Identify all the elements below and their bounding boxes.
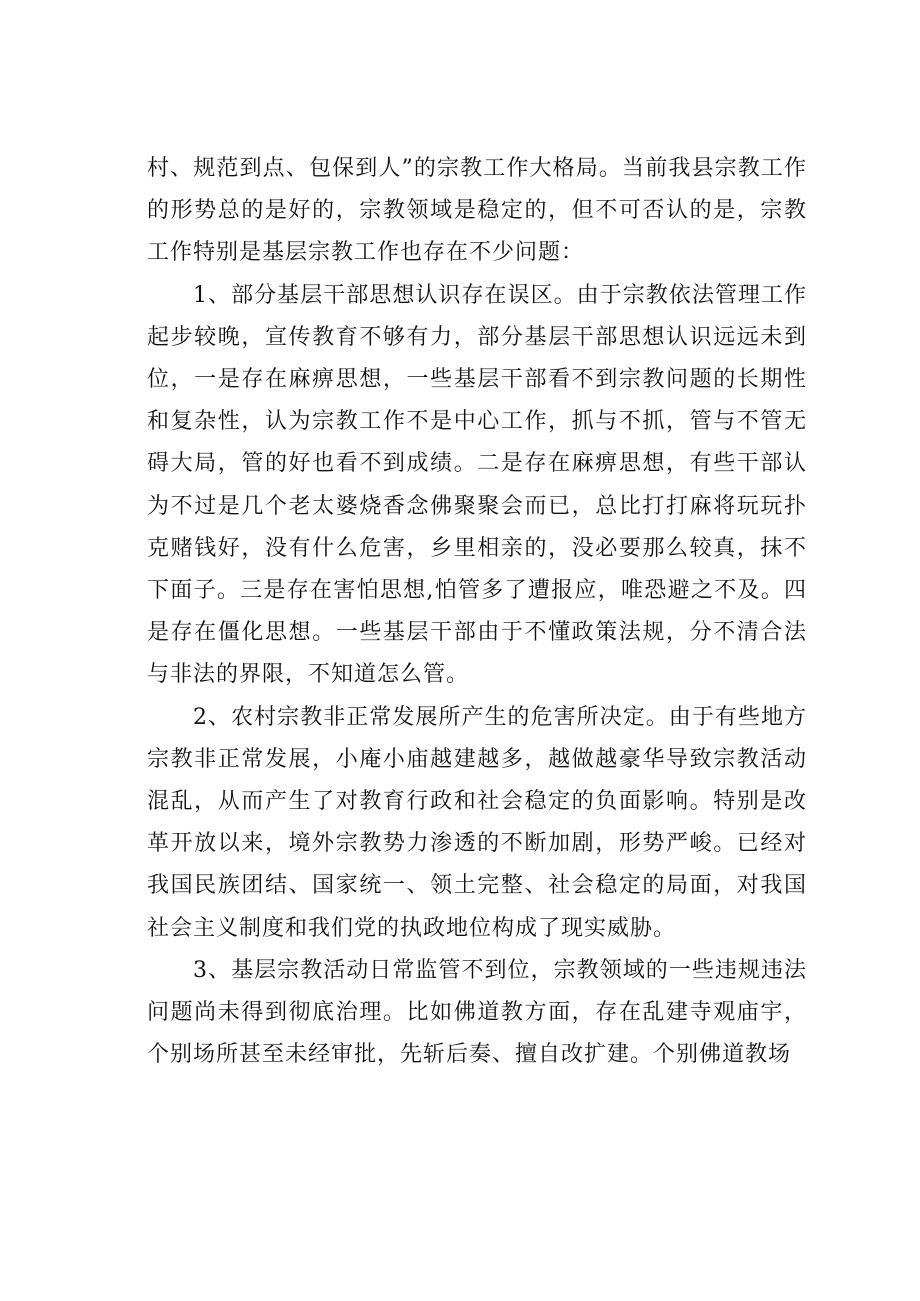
paragraph-item-3: 3、基层宗教活动日常监管不到位，宗教领域的一些违规违法问题尚未得到彻底治理。比如佛道教方面，存在乱建寺观庙宇，个别场所甚至未经审批，先斩后奏、擅自改扩建。个别佛道教场	[147, 957, 807, 1068]
paragraph-item-1: 1、部分基层干部思想认识存在误区。由于宗教依法管理工作起步较晚，宣传教育不够有力，部分基层干部思想认识远远未到位，一是存在麻痹思想，一些基层干部看不到宗教问题的长期性和复杂性，认为宗教工作不是中心工作，抓与不抓，管与不管无碍大局，管的好也看不到成绩。二是存在麻痹思想，有些干部认为不过是几个老太婆烧香念佛聚聚会而已，总比打打麻将玩玩扑克赌钱好，没有什么危害，乡里相亲的，没必要那么较真，抹不下面子。三是存在害怕思想,怕管多了遭报应，唯恐避之不及。四是存在僵化思想。一些基层干部由于不懂政策法规，分不清合法与非法的界限，不知道怎么管。	[147, 282, 807, 688]
document-body	[147, 148, 807, 1076]
paragraph-continuation: 村、规范到点、包保到人”的宗教工作大格局。当前我县宗教工作的形势总的是好的，宗教领域是稳定的，但不可否认的是，宗教工作特别是基层宗教工作也存在不少问题：	[147, 156, 807, 266]
paragraph-item-2: 2、农村宗教非正常发展所产生的危害所决定。由于有些地方宗教非正常发展，小庵小庙越建越多，越做越豪华导致宗教活动混乱，从而产生了对教育行政和社会稳定的负面影响。特别是改革开放以来，境外宗教势力渗透的不断加剧，形势严峻。已经对我国民族团结、国家统一、领土完整、社会稳定的局面，对我国社会主义制度和我们党的执政地位构成了现实威胁。	[147, 704, 807, 941]
